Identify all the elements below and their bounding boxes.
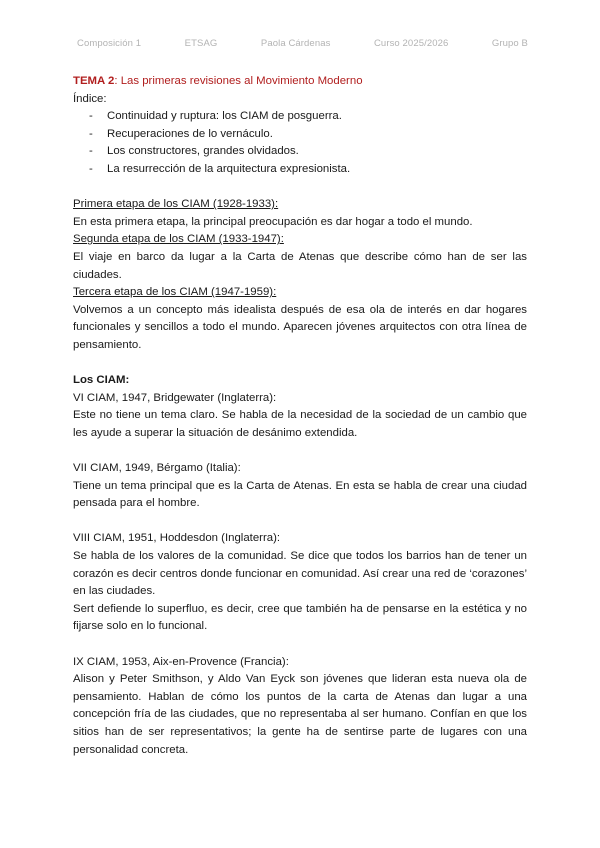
stage-heading: Segunda etapa de los CIAM (1933-1947): — [73, 233, 284, 246]
index-list — [73, 108, 527, 178]
page-header — [77, 38, 528, 49]
header-group: Grupo B — [491, 38, 528, 49]
ciam-heading: Los CIAM: — [73, 374, 130, 387]
ciam-entry-title: VII CIAM, 1949, Bérgamo (Italia): — [73, 462, 241, 475]
ciam-entry-title: VI CIAM, 1947, Bridgewater (Inglaterra): — [73, 391, 277, 404]
stage-heading: Tercera etapa de los CIAM (1947-1959): — [73, 286, 277, 299]
document-body — [73, 73, 527, 759]
ciam-entry-text: Alison y Peter Smithson, y Aldo Van Eyck son jóvenes que lideran esta nueva ola de pensamiento. Hablan de cómo los puntos de la carta de Atenas dan lugar a una concepción fría de las ciudades, que no representaba al ser humano. Confían en que los sitios han de ser representativos; la gente ha de sentirse parte de lugares con una personalidad concreta. — [73, 673, 527, 756]
ciam-entry-title: VIII CIAM, 1951, Hoddesdon (Inglaterra): — [73, 532, 281, 545]
header-author: Paola Cárdenas — [260, 38, 331, 49]
topic-title — [73, 73, 527, 91]
stage-text: El viaje en barco da lugar a la Carta de Atenas que describe cómo han de ser las ciudades. — [73, 250, 527, 281]
stage-heading: Primera etapa de los CIAM (1928-1933): — [73, 198, 279, 211]
topic-title-text: : Las primeras revisiones al Movimiento Moderno — [114, 75, 363, 87]
ciam-entry-text: Tiene un tema principal que es la Carta de Atenas. En esta se habla de crear una ciudad pensada para el hombre. — [73, 479, 527, 510]
index-item: - La resurrección de la arquitectura expresionista. — [73, 161, 527, 179]
stage-text: En esta primera etapa, la principal preocupación es dar hogar a todo el mundo. — [73, 215, 473, 228]
index-label: Índice: — [73, 92, 107, 105]
index-item: - Continuidad y ruptura: los CIAM de posguerra. — [73, 108, 527, 126]
index-item: - Los constructores, grandes olvidados. — [73, 143, 527, 161]
ciam-entry-text: Este no tiene un tema claro. Se habla de la necesidad de la sociedad de un cambio que les ayude a superar la situación de desánimo extendida. — [73, 409, 527, 439]
topic-label: TEMA 2 — [73, 75, 115, 87]
ciam-entry-title: IX CIAM, 1953, Aix-en-Provence (Francia): — [73, 655, 289, 668]
ciam-entry-text: Se habla de los valores de la comunidad. Se dice que todos los barrios han de tener un corazón es decir centros donde funcionar en comunidad. Así crear una red de ‘corazones’ en las ciudades. — [73, 550, 527, 598]
header-course: Composición 1 — [77, 38, 142, 49]
index-item: - Recuperaciones de lo vernáculo. — [73, 126, 527, 144]
ciam-entry-text: Sert defiende lo superfluo, es decir, cree que también ha de pensarse en la estética y no fijarse solo en lo funcional. — [73, 602, 527, 633]
stage-text: Volvemos a un concepto más idealista después de esa ola de interés en dar hogares funcionales y sencillos a todo el mundo. Aparecen jóvenes arquitectos con otra línea de pensamiento. — [73, 303, 527, 351]
header-year: Curso 2025/2026 — [373, 38, 449, 49]
header-school: ETSAG — [184, 38, 218, 49]
